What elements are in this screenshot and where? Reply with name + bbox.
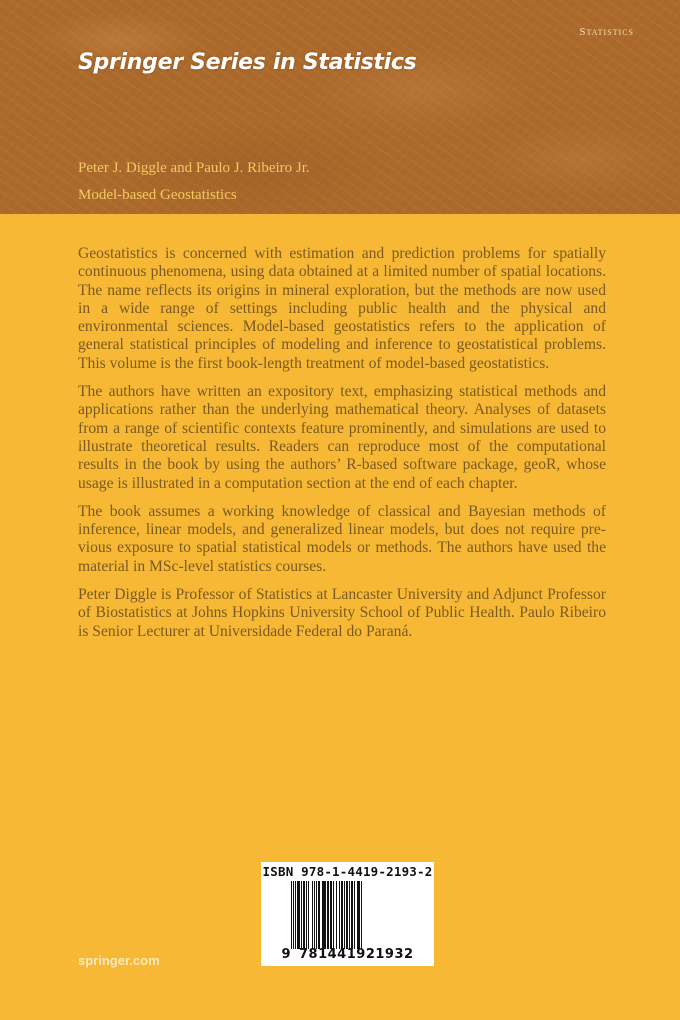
ean-number — [261, 947, 434, 963]
book-description — [78, 245, 606, 651]
cover-header-band — [0, 0, 680, 214]
book-title: Model-based Geostatistics — [78, 187, 237, 203]
series-title: Springer Series in Statistics — [78, 50, 417, 75]
author-bio-paragraph: Peter Diggle is Professor of Statistics at Lancaster University and Adjunct Professor of Biostatistics at Johns Hopkins University School of Public Health. Paulo Ribeiro is Senior Lecturer at Universidade Federal do Paraná. — [78, 586, 606, 640]
ean-first-digit: 9 — [281, 947, 291, 962]
book-authors: Peter J. Diggle and Paulo J. Ribeiro Jr. — [78, 160, 310, 176]
description-paragraph: The authors have written an expository text, emphasizing statistical methods and applications rather than the underlying mathematical theory. Analyses of datasets from a range of scientific contexts feature prominently, and simulations are used to illustrate theoretical results. Readers can reproduce most of the computational results in the book by using the authors’ R-based software package, geoR, whose usage is illustrated in a computation section at the end of each chapter. — [78, 383, 606, 492]
description-paragraph: The book assumes a working knowledge of classical and Bayesian methods of inference, linear models, and generalized linear models, but does not require previous exposure to spatial statistical models or methods. The authors have used the material in MSc-level statistics courses. — [78, 502, 606, 575]
barcode-bars-icon — [291, 881, 391, 949]
description-paragraph: Geostatistics is concerned with estimation and prediction problems for spatially continuous phenomena, using data obtained at a limited number of spatial locations. The name reflects its origins in mineral exploration, but the methods are now used in a wide range of settings including public health and the physical and environmental sciences. Model-based geostatistics refers to the application of general statistical principles of modeling and inference to geostatistical problems. This volume is the first book-length treatment of model-based geostatistics. — [78, 245, 606, 372]
isbn-barcode — [261, 862, 434, 966]
publisher-url: springer.com — [78, 953, 160, 968]
isbn-label: ISBN 978-1-4419-2193-2 — [262, 864, 433, 879]
ean-digits: 781441921932 — [299, 947, 414, 962]
category-label: Statistics — [579, 26, 634, 38]
